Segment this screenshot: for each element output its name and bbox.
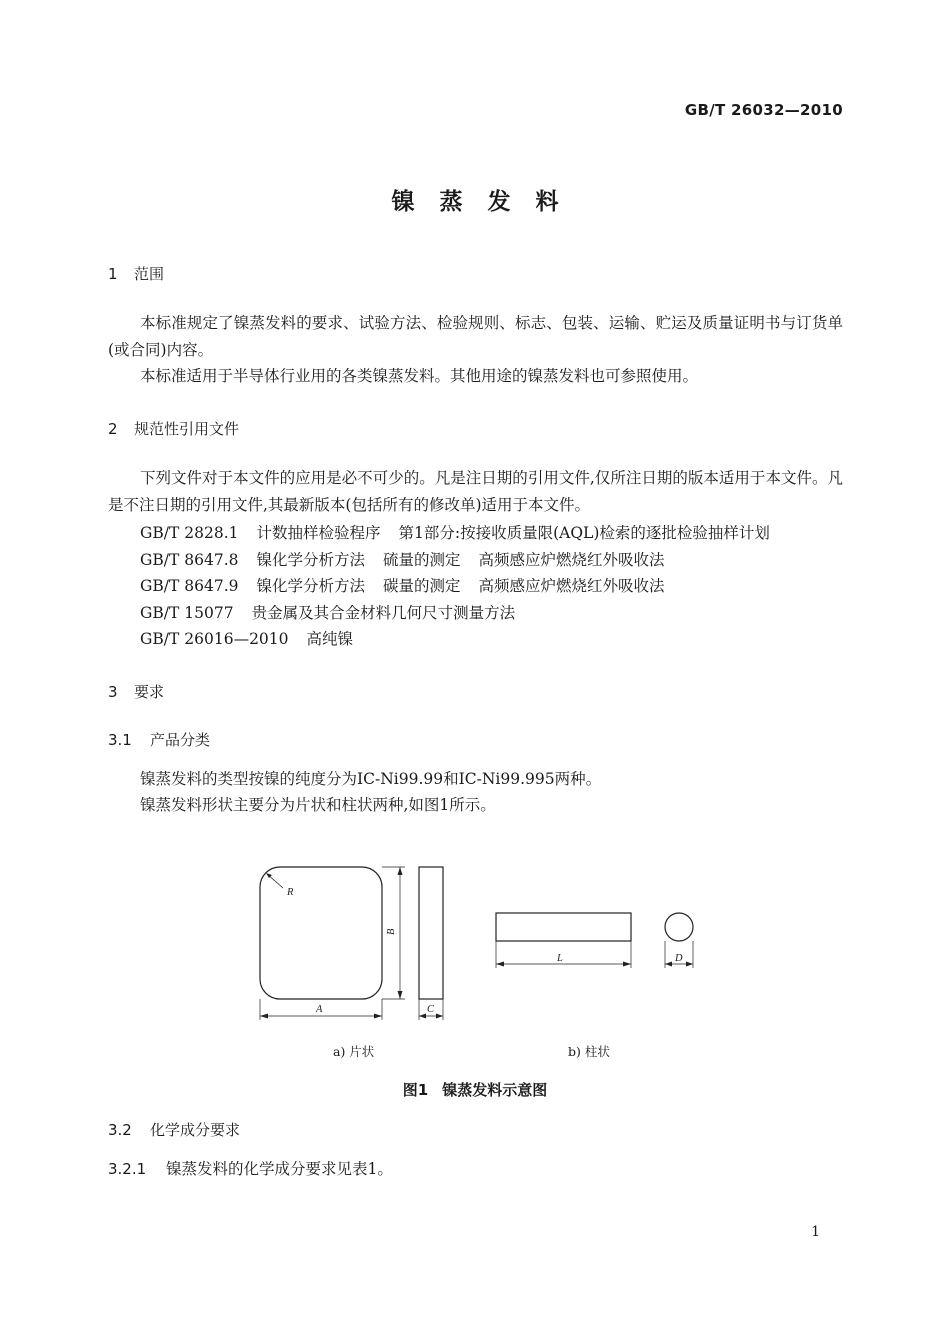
section-number: 2 <box>108 420 118 438</box>
section-3-1-heading <box>108 729 210 750</box>
reference-code: GB/T 15077 <box>140 604 234 622</box>
dim-arrowhead <box>623 962 631 967</box>
reference-method: 高频感应炉燃烧红外吸收法 <box>478 551 665 569</box>
plate-shape <box>260 867 382 999</box>
reference-title: 贵金属及其合金材料几何尺寸测量方法 <box>251 604 516 622</box>
dim-arrowhead <box>260 1014 268 1019</box>
label-r: R <box>287 887 294 898</box>
reference-title: 镍化学分析方法 <box>256 577 366 595</box>
section-title: 化学成分要求 <box>150 1121 241 1139</box>
subfigure-caption-a: a) 片状 <box>333 1044 375 1059</box>
paragraph: 下列文件对于本文件的应用是必不可少的。凡是注日期的引用文件,仅所注日期的版本适用于本文件。凡是不注日期的引用文件,其最新版本(包括所有的修改单)适用于本文件。 <box>108 469 843 514</box>
section-title: 产品分类 <box>150 731 211 749</box>
column-end-shape <box>665 913 693 941</box>
dim-arrowhead <box>665 962 672 967</box>
label-d: D <box>675 953 683 964</box>
label-c: C <box>427 1004 435 1015</box>
document-title: 镍蒸发料 <box>391 188 584 215</box>
paragraph: 镍蒸发料的类型按镍的纯度分为IC-Ni99.99和IC-Ni99.995两种。 <box>140 770 602 788</box>
paragraph: 镍蒸发料形状主要分为片状和柱状两种,如图1所示。 <box>140 796 496 814</box>
dim-arrowhead <box>496 962 504 967</box>
section-title: 规范性引用文件 <box>134 420 240 438</box>
column-shape <box>496 913 631 941</box>
page-number: 1 <box>811 1224 820 1240</box>
section-title: 范围 <box>134 265 165 283</box>
section-number: 3.1 <box>108 731 132 749</box>
clause-number: 3.2.1 <box>108 1160 147 1178</box>
reference-code: GB/T 26016—2010 <box>140 630 289 648</box>
clause-text: 镍蒸发料的化学成分要求见表1。 <box>166 1160 393 1178</box>
reference-item <box>140 521 770 543</box>
section-1-heading <box>108 263 164 284</box>
section-3-heading <box>108 681 164 702</box>
reference-code: GB/T 2828.1 <box>140 524 239 542</box>
figure-1-diagram <box>245 855 715 1035</box>
reference-title: 高纯镍 <box>306 630 354 648</box>
dim-arrowhead <box>436 1014 443 1019</box>
section-3-2-heading <box>108 1119 240 1140</box>
label-l: L <box>557 953 563 964</box>
section-number: 1 <box>108 265 118 283</box>
reference-title: 镍化学分析方法 <box>256 551 366 569</box>
dim-arrowhead <box>374 1014 382 1019</box>
reference-code: GB/T 8647.8 <box>140 551 239 569</box>
figure-caption <box>0 1079 950 1100</box>
reference-item <box>140 574 665 596</box>
reference-part: 硫量的测定 <box>383 551 461 569</box>
reference-item <box>140 601 515 623</box>
reference-part: 第1部分:按接收质量限(AQL)检索的逐批检验抽样计划 <box>398 524 770 542</box>
dim-arrowhead <box>419 1014 426 1019</box>
clause-3-2-1 <box>108 1157 393 1179</box>
reference-item <box>140 627 353 649</box>
reference-item <box>140 548 665 570</box>
dim-arrowhead <box>398 991 403 999</box>
reference-code: GB/T 8647.9 <box>140 577 239 595</box>
section-title: 要求 <box>134 683 165 701</box>
plate-side-shape <box>419 867 443 999</box>
reference-part: 碳量的测定 <box>383 577 461 595</box>
section-number: 3.2 <box>108 1121 132 1139</box>
section-number: 3 <box>108 683 118 701</box>
reference-method: 高频感应炉燃烧红外吸收法 <box>478 577 665 595</box>
paragraph: 本标准规定了镍蒸发料的要求、试验方法、检验规则、标志、包装、运输、贮运及质量证明书与订货单(或合同)内容。 <box>108 314 843 359</box>
section-2-heading <box>108 418 239 439</box>
dim-arrowhead <box>398 867 403 875</box>
reference-title: 计数抽样检验程序 <box>256 524 381 542</box>
label-b: B <box>386 928 397 935</box>
figure-caption-text: 镍蒸发料示意图 <box>442 1081 548 1099</box>
dim-arrowhead <box>686 962 693 967</box>
standard-number: GB/T 26032—2010 <box>684 101 843 119</box>
subfigure-caption-b: b) 柱状 <box>568 1044 610 1059</box>
label-a: A <box>316 1004 323 1015</box>
paragraph: 本标准适用于半导体行业用的各类镍蒸发料。其他用途的镍蒸发料也可参照使用。 <box>140 367 699 385</box>
figure-number: 图1 <box>402 1081 429 1099</box>
